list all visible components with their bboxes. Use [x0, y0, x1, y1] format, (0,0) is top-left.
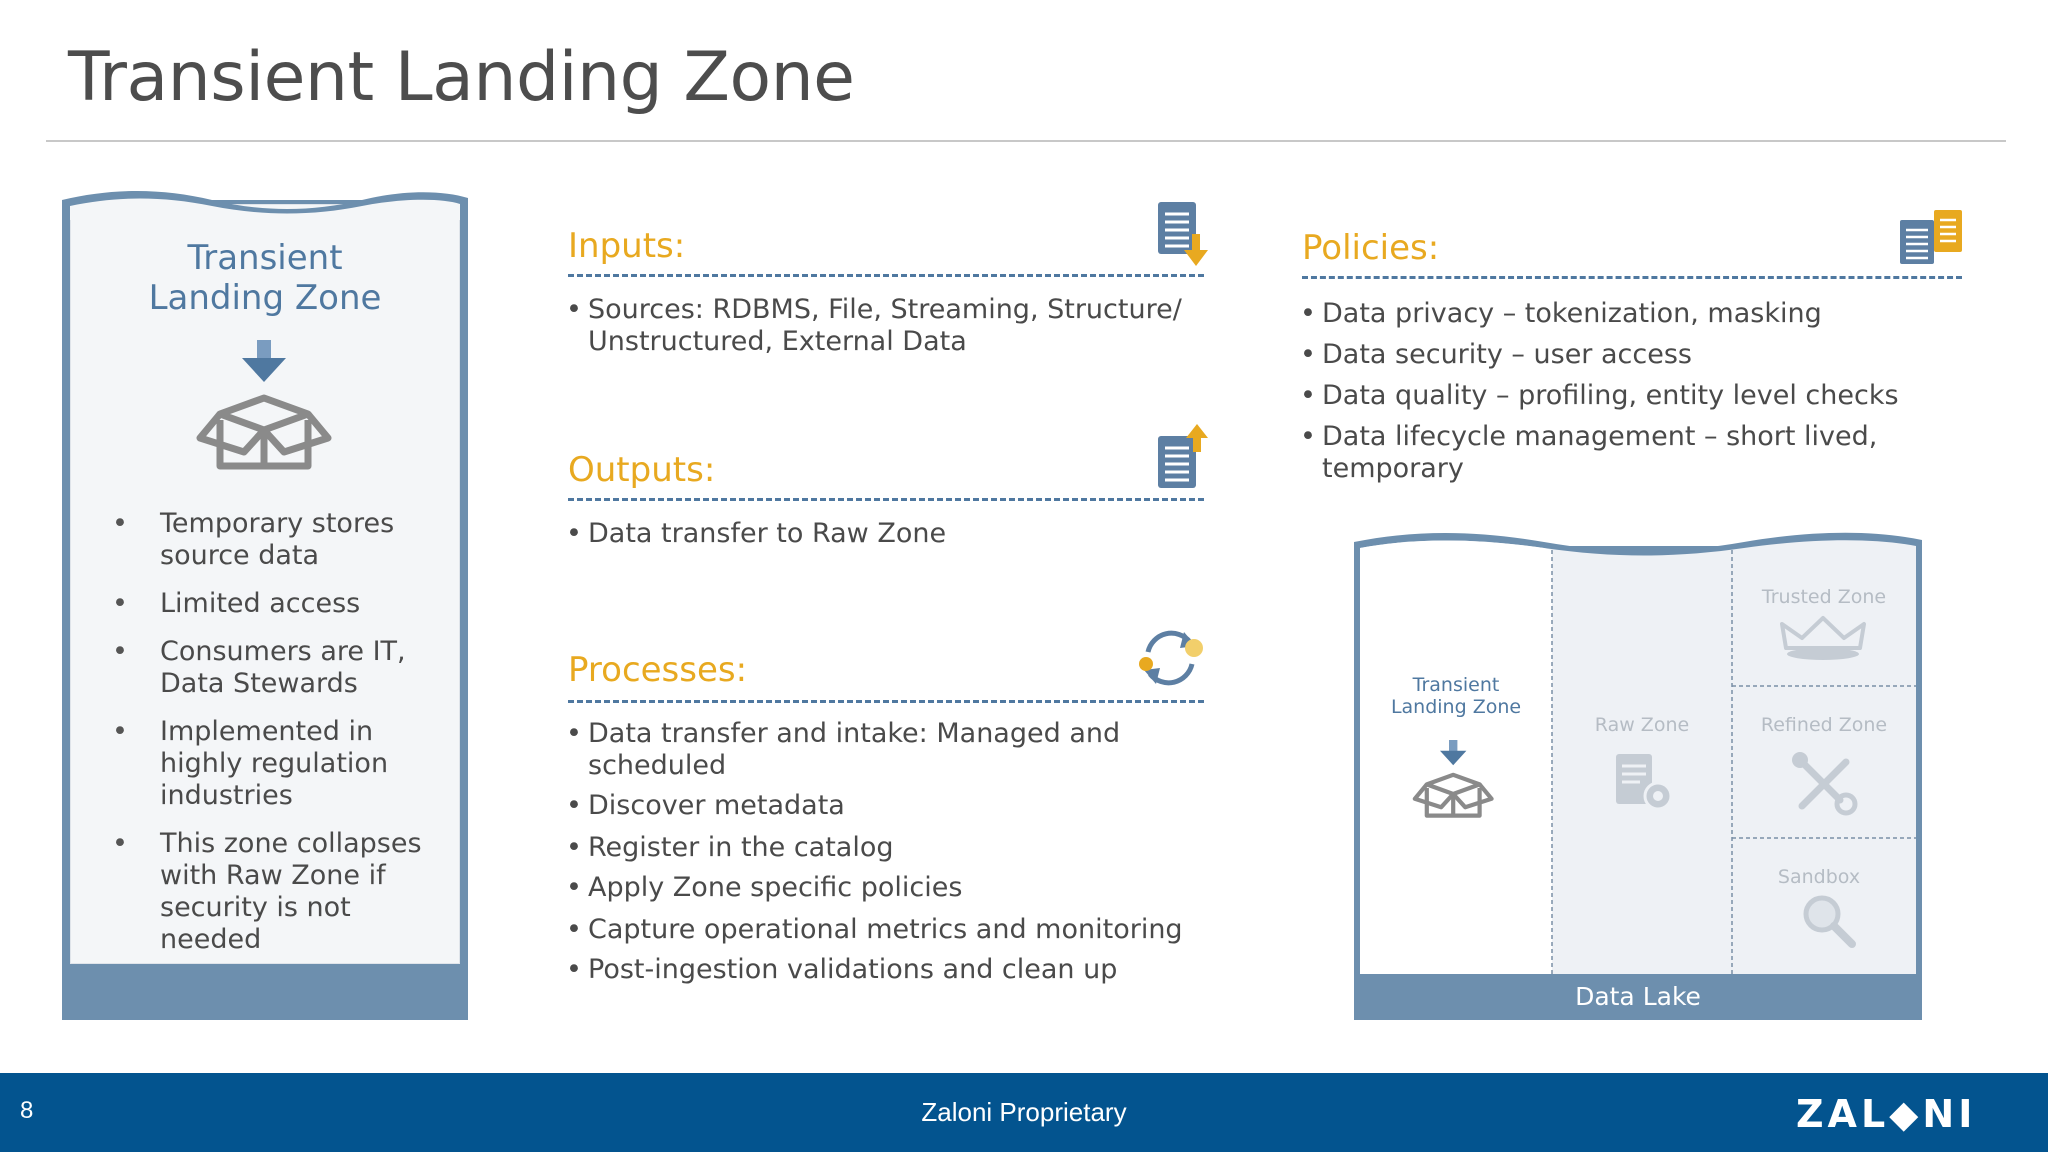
- crown-icon: [1778, 614, 1868, 662]
- list-item: • Post-ingestion validations and clean up: [566, 954, 1206, 986]
- raw-document-gear-icon: [1612, 750, 1680, 816]
- outputs-divider: [568, 498, 1204, 501]
- policies-heading: Policies:: [1302, 228, 1440, 268]
- data-lake-label: Data Lake: [1575, 982, 1701, 1011]
- list-item: • This zone collapses with Raw Zone if security is not needed: [112, 828, 452, 956]
- lake-sandbox-label: Sandbox: [1777, 866, 1861, 888]
- zaloni-logo: ZAL◆NI: [1796, 1092, 1977, 1136]
- document-upload-icon: [1156, 422, 1212, 492]
- list-item: • Data transfer and intake: Managed and scheduled: [566, 718, 1206, 782]
- list-item: • Consumers are IT, Data Stewards: [112, 636, 452, 700]
- page-number: 8: [20, 1097, 34, 1124]
- policy-documents-icon: [1898, 208, 1964, 266]
- policies-list: [1300, 298, 2000, 485]
- policies-divider: [1302, 276, 1962, 279]
- list-item: • Sources: RDBMS, File, Streaming, Structure/ Unstructured, External Data: [566, 294, 1206, 358]
- list-item: • Limited access: [112, 588, 452, 620]
- lake-trusted-label: Trusted Zone: [1761, 586, 1887, 608]
- list-item: • Data security – user access: [1300, 339, 2000, 371]
- processes-divider: [568, 700, 1204, 703]
- refresh-cycle-icon: [1134, 626, 1208, 690]
- list-item: • Implemented in highly regulation industries: [112, 716, 452, 812]
- panel-wave-top: [62, 190, 468, 220]
- inputs-list: [566, 294, 1206, 358]
- lake-transient-label: [1360, 674, 1552, 718]
- list-item: • Register in the catalog: [566, 832, 1206, 864]
- panel-title-line2: Landing Zone: [148, 278, 382, 318]
- box-download-icon: [192, 340, 342, 470]
- magnifier-icon: [1798, 890, 1858, 950]
- list-item: • Data transfer to Raw Zone: [566, 518, 1206, 550]
- panel-title: [62, 238, 468, 318]
- lake-transient-line1: Transient: [1412, 674, 1500, 696]
- slide-title: Transient Landing Zone: [68, 38, 855, 117]
- list-item: • Discover metadata: [566, 790, 1206, 822]
- lake-transient-line2: Landing Zone: [1390, 696, 1522, 718]
- title-divider: [46, 140, 2006, 142]
- list-item: • Data lifecycle management – short lived, temporary: [1300, 421, 2000, 485]
- lake-raw-label: Raw Zone: [1594, 714, 1690, 736]
- outputs-heading: Outputs:: [568, 450, 716, 490]
- list-item: • Data quality – profiling, entity level checks: [1300, 380, 2000, 412]
- footer-text: Zaloni Proprietary: [921, 1097, 1127, 1127]
- list-item: • Capture operational metrics and monitoring: [566, 914, 1206, 946]
- processes-list: [566, 718, 1206, 986]
- lake-box-icon: [1410, 736, 1500, 822]
- inputs-heading: Inputs:: [568, 226, 686, 266]
- inputs-divider: [568, 274, 1204, 277]
- transient-zone-panel: [62, 190, 468, 1020]
- list-item: • Data privacy – tokenization, masking: [1300, 298, 2000, 330]
- panel-bullet-list: [112, 508, 452, 972]
- data-lake-diagram: [1354, 532, 1922, 1020]
- document-download-icon: [1156, 200, 1212, 270]
- tools-icon: [1788, 748, 1860, 820]
- lake-refined-label: Refined Zone: [1760, 714, 1888, 736]
- outputs-list: [566, 518, 1206, 550]
- panel-title-line1: Transient: [187, 238, 343, 278]
- processes-heading: Processes:: [568, 650, 748, 690]
- list-item: • Apply Zone specific policies: [566, 872, 1206, 904]
- list-item: • Temporary stores source data: [112, 508, 452, 572]
